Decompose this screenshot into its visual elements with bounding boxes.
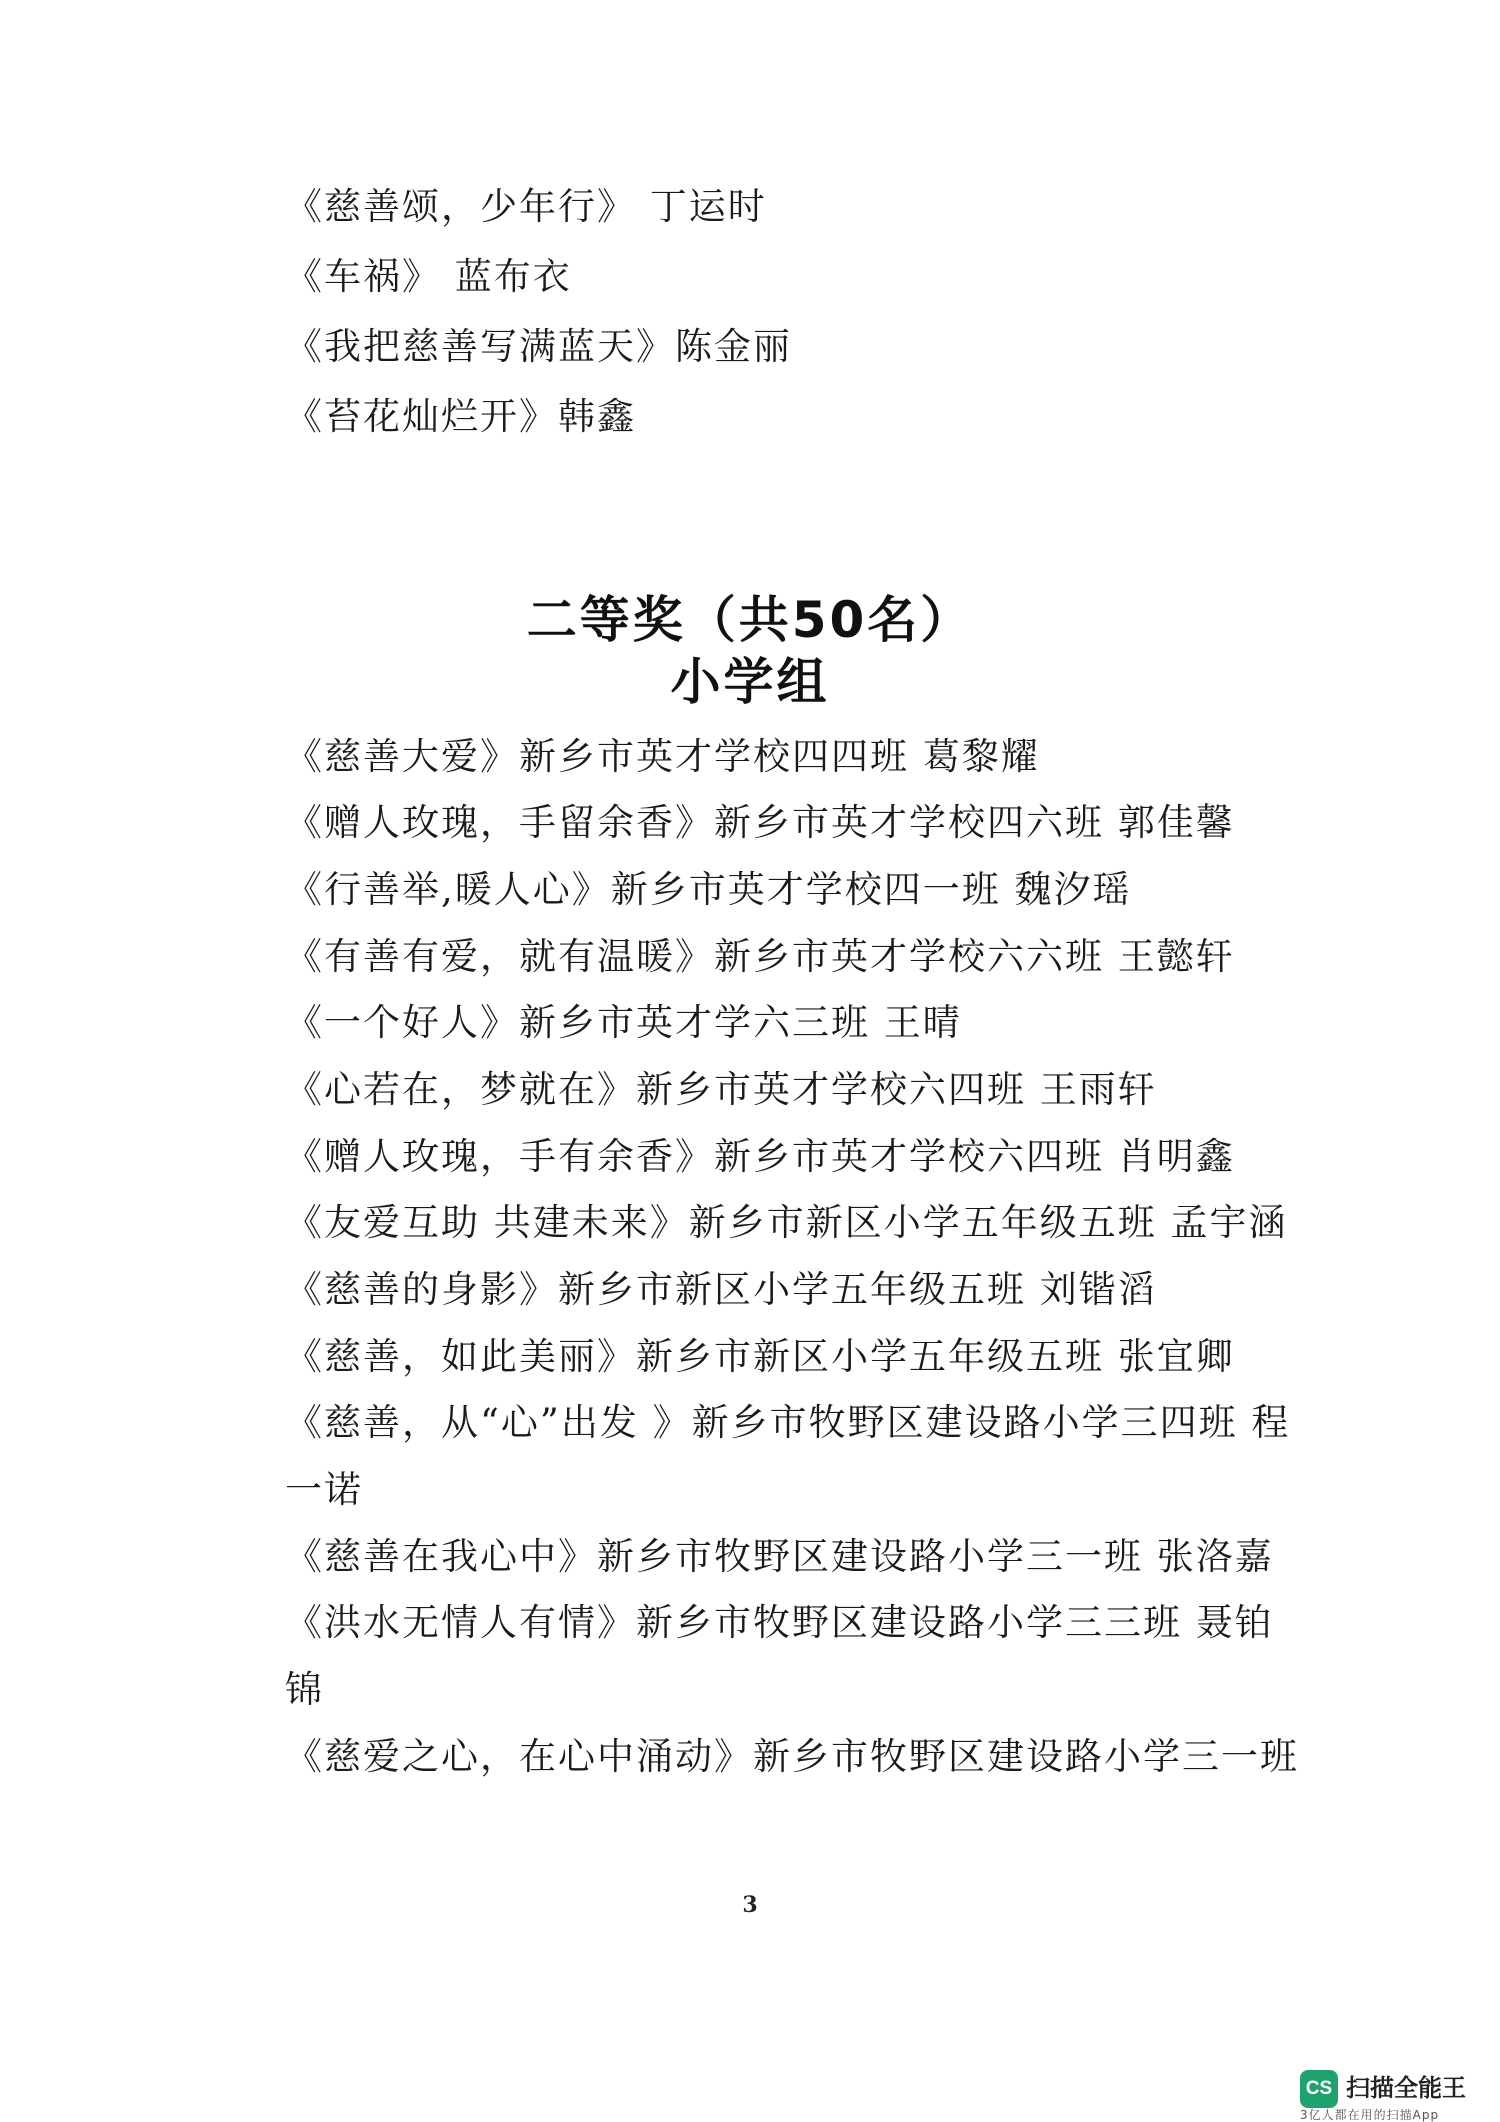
first-prize-entry: 《车祸》 蓝布衣 <box>285 255 572 298</box>
watermark-subtitle: 3亿人都在用的扫描App <box>1300 2108 1440 2122</box>
second-prize-entry: 《慈善在我心中》新乡市牧野区建设路小学三一班 张洛嘉 <box>285 1535 1274 1578</box>
second-prize-entry: 《慈善，从“心”出发 》新乡市牧野区建设路小学三四班 程 <box>285 1401 1291 1444</box>
first-prize-entry: 《慈善颂，少年行》 丁运时 <box>285 185 767 228</box>
second-prize-entry: 《行善举,暖人心》新乡市英才学校四一班 魏汐瑶 <box>285 868 1132 911</box>
camscanner-logo-icon: CS <box>1300 2070 1338 2108</box>
first-prize-entry: 《苔花灿烂开》韩鑫 <box>285 395 636 438</box>
first-prize-entry: 《我把慈善写满蓝天》陈金丽 <box>285 325 792 368</box>
second-prize-entry: 《心若在，梦就在》新乡市英才学校六四班 王雨轩 <box>285 1068 1157 1111</box>
second-prize-title: 二等奖（共50名） <box>526 591 974 649</box>
second-prize-entry: 《赠人玫瑰，手有余香》新乡市英才学校六四班 肖明鑫 <box>285 1135 1235 1178</box>
second-prize-entry-continuation: 锦 <box>285 1668 324 1711</box>
second-prize-entry: 《有善有爱，就有温暖》新乡市英才学校六六班 王懿轩 <box>285 935 1235 978</box>
scanner-watermark <box>1300 2070 1480 2120</box>
second-prize-entry: 《慈善的身影》新乡市新区小学五年级五班 刘锴滔 <box>285 1268 1157 1311</box>
second-prize-entry: 《慈善，如此美丽》新乡市新区小学五年级五班 张宜卿 <box>285 1335 1235 1378</box>
primary-group-title: 小学组 <box>670 653 830 711</box>
second-prize-entry: 《友爱互助 共建未来》新乡市新区小学五年级五班 孟宇涵 <box>285 1201 1288 1244</box>
second-prize-entry: 《慈善大爱》新乡市英才学校四四班 葛黎耀 <box>285 735 1040 778</box>
second-prize-entry: 《洪水无情人有情》新乡市牧野区建设路小学三三班 聂铂 <box>285 1601 1274 1644</box>
second-prize-entry-continuation: 一诺 <box>285 1468 363 1511</box>
second-prize-entry: 《赠人玫瑰，手留余香》新乡市英才学校四六班 郭佳馨 <box>285 801 1235 844</box>
watermark-title: 扫描全能王 <box>1346 2074 1466 2102</box>
second-prize-entry: 《慈爱之心，在心中涌动》新乡市牧野区建设路小学三一班 <box>285 1735 1299 1778</box>
second-prize-entry: 《一个好人》新乡市英才学六三班 王晴 <box>285 1001 962 1044</box>
page-number: 3 <box>742 1892 758 1918</box>
